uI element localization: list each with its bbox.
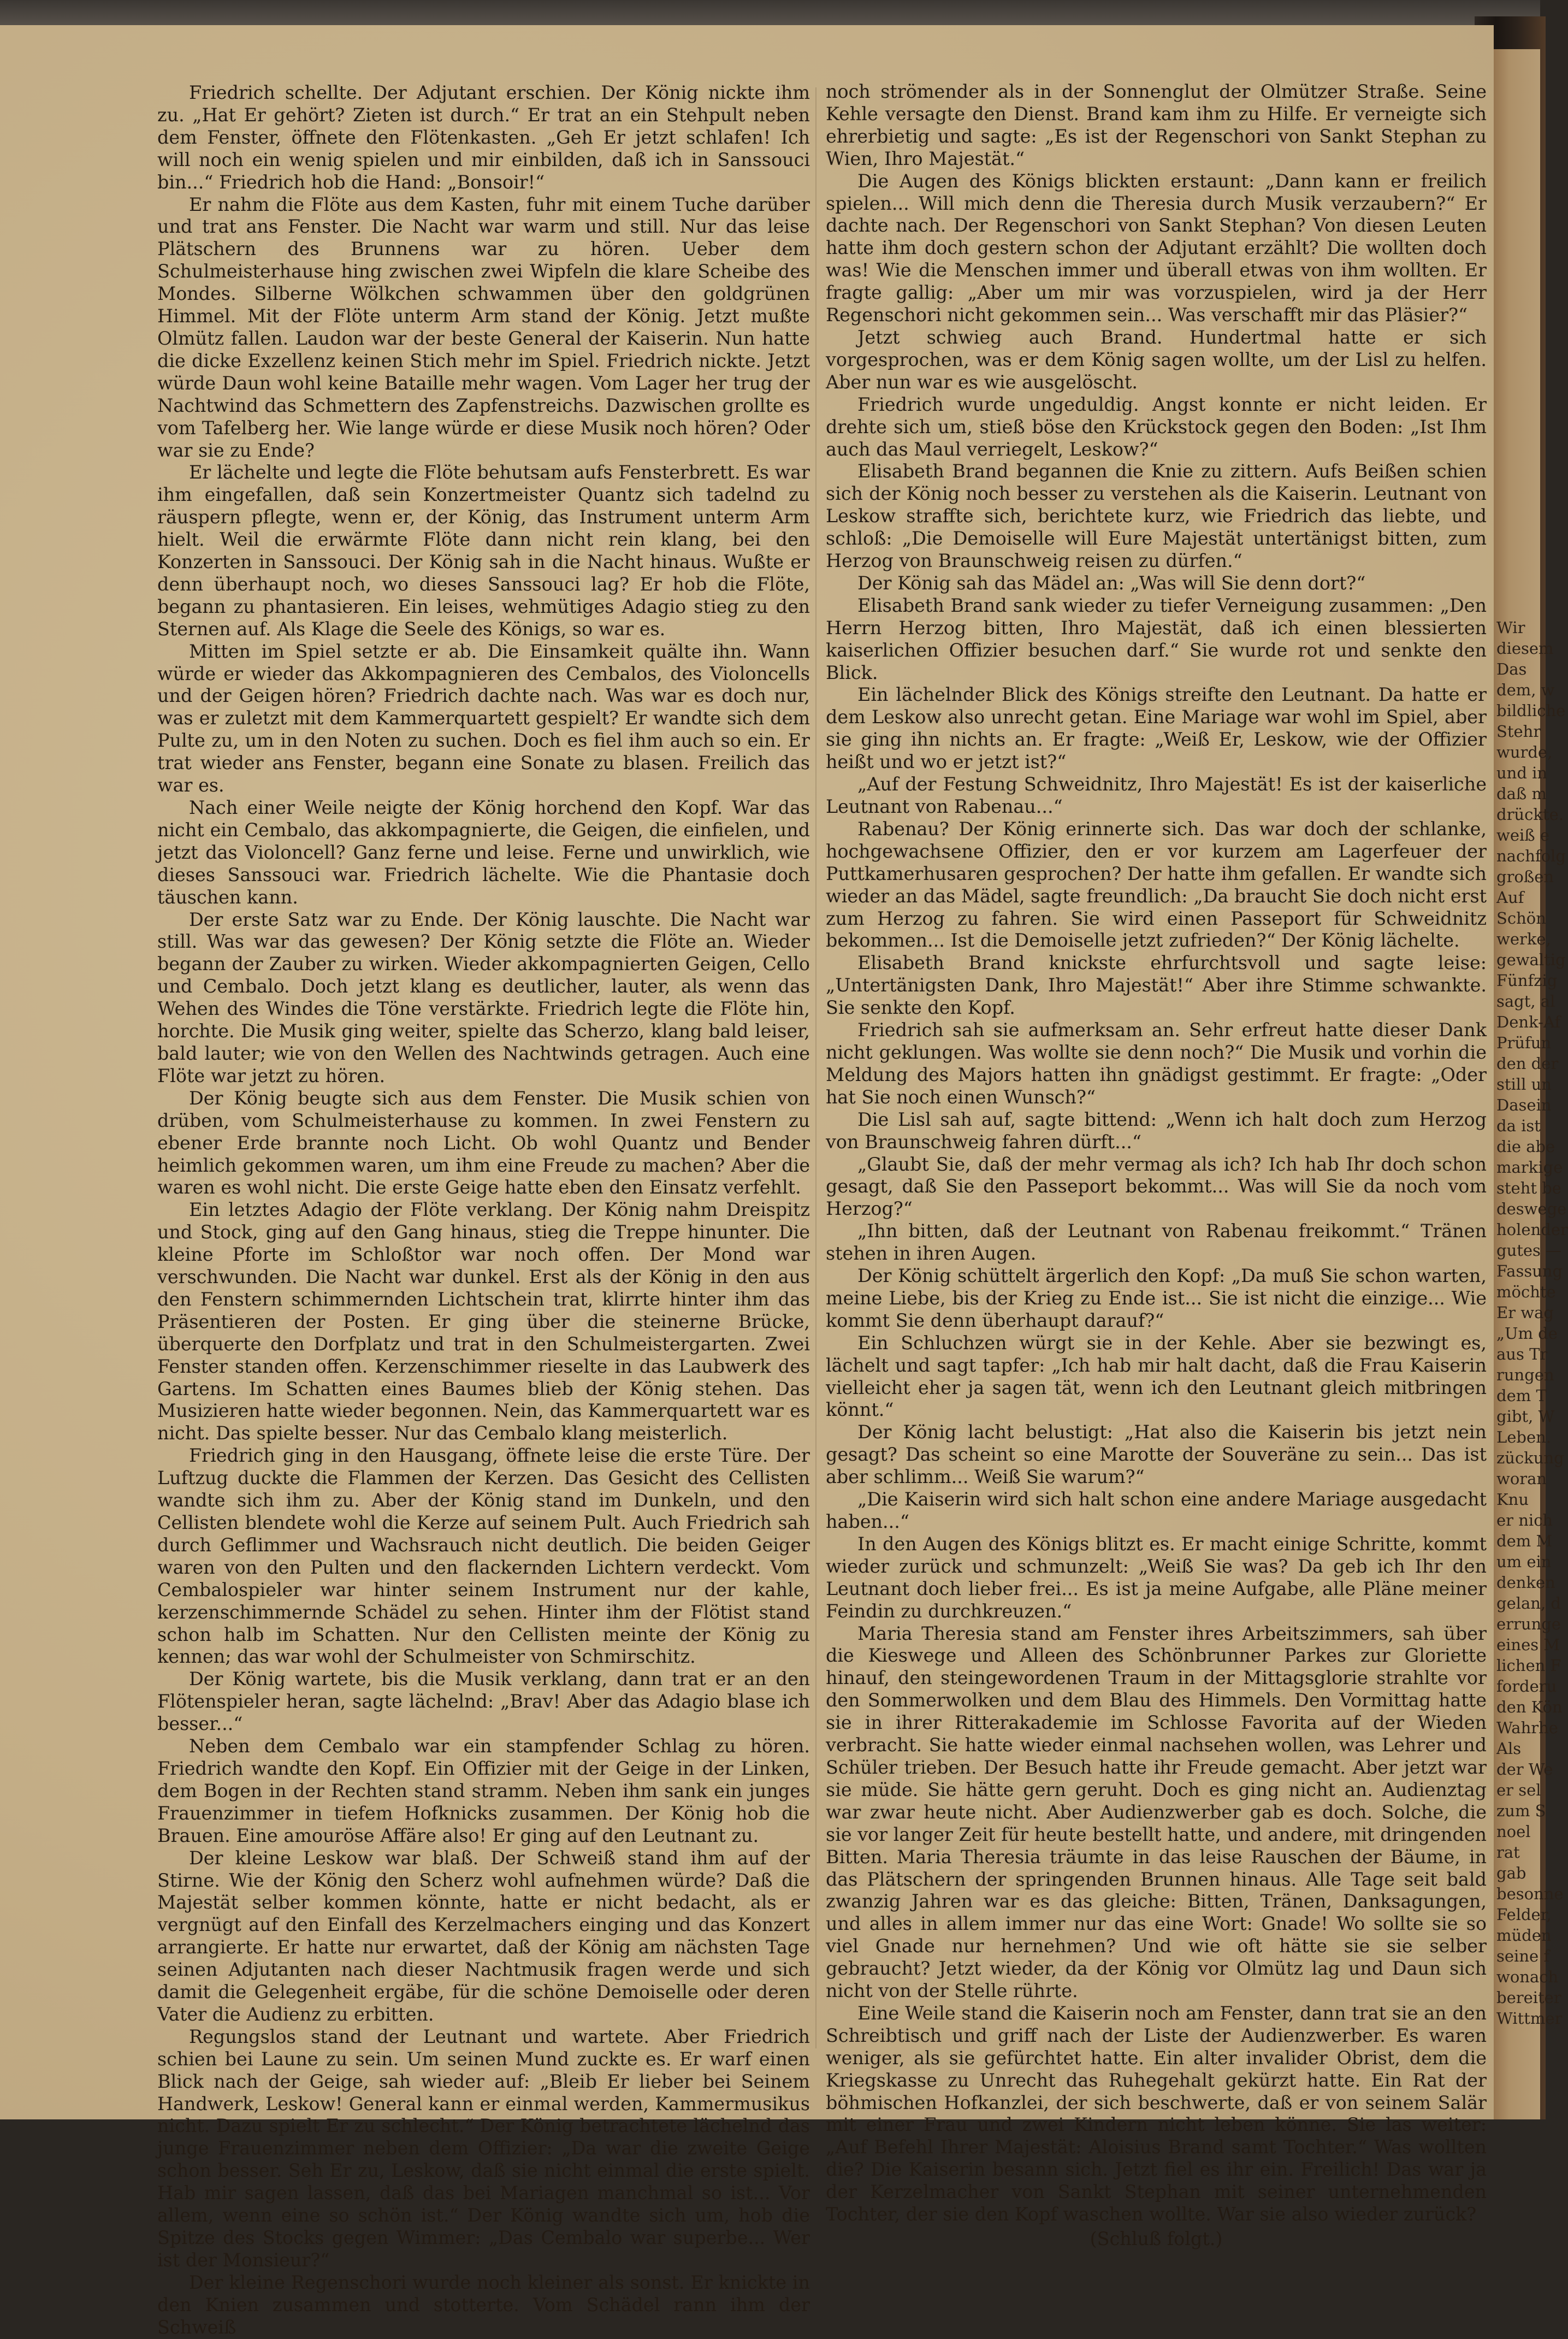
paragraph: Der kleine Regenschori wurde noch kleiner als sonst. Er knickte in den Knien zusammen und stotterte. Vom Schädel rann ihm der Schweiß <box>157 2271 810 2338</box>
next-page-fragment: gelan, d <box>1496 1594 1561 1613</box>
next-page-fragment: „Um de <box>1496 1324 1558 1343</box>
next-page-fragment: werke, <box>1496 930 1551 948</box>
next-page-fragment: gibt, W <box>1496 1407 1555 1426</box>
next-page-fragment: diesem <box>1496 639 1554 658</box>
next-page-fragment: forderu <box>1496 1677 1557 1696</box>
next-page-fragment: noel <box>1496 1822 1531 1841</box>
next-page-fragment: müden <box>1496 1926 1552 1945</box>
next-page-fragment: Als <box>1496 1739 1522 1758</box>
column-divider <box>815 87 816 2048</box>
paragraph: Regungslos stand der Leutnant und wartete. Aber Friedrich schien bei Laune zu sein. Um seinen Mund zuckte es. Er warf einen Blick nach der Geige, sah wieder auf: „Bleib Er lieber bei Seinem Handwerk, Leskow! General kann er einmal werden, Kammermusikus nicht. Dazu spielt Er zu schlecht.“ Der König betrachtete lächelnd das junge Frauenzimmer neben dem Offizier: „Da war die zweite Geige schon besser. Seh Er zu, Leskow, daß sie nicht einmal die erste spielt. Hab mir sagen lassen, daß das bei Mariagen manchmal so ist... Vor allem, wenn eine so schön ist.“ Der König wandte sich um, hob die Spitze des Stocks gegen Wimmer: „Das Cembalo war superbe... Wer ist der Monsieur?“ <box>157 2025 810 2271</box>
paragraph: Ein lächelnder Blick des Königs streifte den Leutnant. Da hatte er dem Leskow also unrecht getan. Eine Mariage war wohl im Spiel, aber sie ging ihn nichts an. Er fragte: „Weiß Er, Leskow, wie der Offizier heißt und wo er jetzt ist?“ <box>826 684 1487 773</box>
paragraph: Der König wartete, bis die Musik verklang, dann trat er an den Flötenspieler heran, sagte lächelnd: „Brav! Aber das Adagio blase ich besser...“ <box>157 1668 810 1735</box>
paragraph: Die Lisl sah auf, sagte bittend: „Wenn ich halt doch zum Herzog von Braunschweig fahren dürft...“ <box>826 1108 1487 1153</box>
next-page-fragment: gab <box>1496 1864 1526 1882</box>
next-page-edge <box>1489 49 1568 2119</box>
next-page-fragment: steht be <box>1496 1179 1561 1197</box>
article-column-left <box>157 82 810 2338</box>
paragraph: Der König schüttelt ärgerlich den Kopf: „Da muß Sie schon warten, meine Liebe, bis der Krieg zu Ende ist... Sie ist nicht die einzige... Wie kommt Sie denn überhaupt darauf?“ <box>826 1265 1487 1331</box>
next-page-fragment: bildliche <box>1496 701 1566 720</box>
paragraph: In den Augen des Königs blitzt es. Er macht einige Schritte, kommt wieder zurück und schmunzelt: „Weiß Sie was? Da geb ich Ihr den Leutnant doch lieber frei... Es ist ja meine Aufgabe, alle Pläne meiner Feindin zu durchkreuzen.“ <box>826 1533 1487 1622</box>
paragraph: Maria Theresia stand am Fenster ihres Arbeitszimmers, sah über die Kieswege und Alleen des Schönbrunner Parkes zur Gloriette hinauf, den steingewordenen Traum in der Mittagsglorie strahlte vor den Sommerwolken und dem Blau des Himmels. Den Vormittag hatte sie in ihrer Ritterakademie im Schlosse Favorita auf der Wieden verbracht. Sie hatte wieder einmal nachsehen wollen, was Lehrer und Schüler trieben. Der Besuch hatte ihr Freude gemacht. Aber jetzt war sie müde. Sie hätte gern geruht. Doch es ging nicht an. Audienztag war zwar heute nicht. Aber Audienzwerber gab es doch. Solche, die sie vor langer Zeit für heute bestellt hatte, und andere, mit dringenden Bitten. Maria Theresia träumte in das leise Rauschen der Bäume, in das Plätschern der springenden Brunnen hinaus. Alle Tage seit bald zwanzig Jahren war es das gleiche: Bitten, Tränen, Danksagungen, und alles in allem immer nur das eine Wort: Gnade! Wo sollte sie so viel Gnade nur hernehmen? Und wie oft hätte sie sie selber gebraucht? Jetzt wieder, da der König vor Olmütz lag und Daun sich nicht von der Stelle rührte. <box>826 1622 1487 2002</box>
paragraph: Elisabeth Brand begannen die Knie zu zittern. Aufs Beißen schien sich der König noch besser zu verstehen als die Kaiserin. Leutnant von Leskow straffte sich, berichtete kurz, wie Friedrich das liebte, und schloß: „Die Demoiselle will Eure Majestät untertänigst bitten, zum Herzog von Braunschweig reisen zu dürfen.“ <box>826 460 1487 572</box>
next-page-fragment: Fassung <box>1496 1262 1563 1280</box>
next-page-fragment: nachfolg <box>1496 847 1566 865</box>
paragraph: Rabenau? Der König erinnerte sich. Das war doch der schlanke, hochgewachsene Offizier, den er vor kurzem am Lagerfeuer der Puttkamerhusaren gesprochen? Der hatte ihm gefallen. Er wandte sich wieder an das Mädel, sagte freundlich: „Da braucht Sie doch nicht erst zum Herzog zu fahren. Sie wird einen Passeport für Schweidnitz bekommen... Ist die Demoiselle jetzt zufrieden?“ Der König lächelte. <box>826 818 1487 952</box>
continuation-note: (Schluß folgt.) <box>1090 2228 1223 2249</box>
next-page-text <box>1496 617 1568 2029</box>
scan-edge-top <box>0 0 1540 26</box>
next-page-fragment: Er wag <box>1496 1303 1554 1322</box>
next-page-fragment: besonne <box>1496 1885 1564 1903</box>
next-page-fragment: Dasein <box>1496 1096 1552 1114</box>
next-page-fragment: gutes — <box>1496 1241 1562 1260</box>
next-page-fragment: möchte <box>1496 1283 1556 1301</box>
paragraph: Ein Schluchzen würgt sie in der Kehle. Aber sie bezwingt es, lächelt und sagt tapfer: „Ich hab mir halt dacht, daß die Frau Kaiserin vielleicht eher ja sagen tät, wenn ich den Leutnant gleich mitbringen könnt.“ <box>826 1332 1487 1421</box>
next-page-fragment: da ist <box>1496 1117 1541 1135</box>
paragraph: Die Augen des Königs blickten erstaunt: „Dann kann er freilich spielen... Will mich denn die Theresia durch Musik verzaubern?“ Er dachte nach. Der Regenschori von Sankt Stephan? Von diesen Leuten hatte ihm doch gestern schon der Adjutant erzählt? Die wollten doch was! Wie die Menschen immer und überall etwas von ihm wollten. Er fragte gallig: „Aber um mir was vorzuspielen, wird ja der Herr Regenschori nicht gekommen sein... Was verschafft mir das Pläsier?“ <box>826 170 1487 326</box>
paragraph: „Auf der Festung Schweidnitz, Ihro Majestät! Es ist der kaiserliche Leutnant von Rabenau...“ <box>826 773 1487 817</box>
next-page-fragment: dem T <box>1496 1386 1547 1405</box>
paragraph: Jetzt schwieg auch Brand. Hundertmal hatte er sich vorgesprochen, was er dem König sagen wollte, um der Lisl zu helfen. Aber nun war es wie ausgelöscht. <box>826 326 1487 393</box>
next-page-fragment: deswege <box>1496 1200 1567 1218</box>
next-page-fragment: rat <box>1496 1843 1520 1862</box>
next-page-fragment: Stehr <box>1496 722 1541 741</box>
next-page-fragment: um ein <box>1496 1552 1552 1571</box>
next-page-fragment: rungen <box>1496 1366 1554 1384</box>
next-page-fragment: zum S <box>1496 1801 1546 1820</box>
next-page-fragment: er nich <box>1496 1511 1553 1529</box>
paragraph: Neben dem Cembalo war ein stampfender Schlag zu hören. Friedrich wandte den Kopf. Ein Offizier mit der Geige in der Linken, dem Bogen in der Rechten stand stramm. Neben ihm sank ein junges Frauenzimmer in tiefem Hofknicks zusammen. Der König hob die Brauen. Eine amouröse Affäre also! Er ging auf den Leutnant zu. <box>157 1735 810 1846</box>
next-page-fragment: eines M <box>1496 1635 1560 1654</box>
next-page-fragment: wonach <box>1496 1968 1559 1986</box>
next-page-fragment: weiß e <box>1496 826 1550 844</box>
next-page-fragment: großen <box>1496 867 1554 886</box>
paragraph: Friedrich sah sie aufmerksam an. Sehr erfreut hatte dieser Dank nicht geklungen. Was wollte sie denn noch?“ Die Musik und vorhin die Meldung des Majors hatten ihn gnädigst gestimmt. Er fragte: „Oder hat Sie noch einen Wunsch?“ <box>826 1019 1487 1108</box>
paragraph: „Glaubt Sie, daß der mehr vermag als ich? Ich hab Ihr doch schon gesagt, daß Sie den Passeport bekommt... Was will Sie da noch vom Herzog?“ <box>826 1153 1487 1220</box>
next-page-fragment: dem M <box>1496 1532 1553 1550</box>
next-page-fragment: Wittmer <box>1496 2009 1563 2028</box>
next-page-fragment: bereiter <box>1496 1988 1561 2007</box>
paragraph: Eine Weile stand die Kaiserin noch am Fenster, dann trat sie an den Schreibtisch und griff nach der Liste der Audienzwerber. Es waren weniger, als sie gefürchtet hatte. Ein alter invalider Obrist, dem die Kriegskasse zu Unrecht das Ruhegehalt gekürzt hatte. Ein Rat der böhmischen Hofkanzlei, der sich beschwerte, daß er von seinem Salär mit einer Frau und zwei Kindern nicht leben könne. Sie las weiter: „Auf Befehl Ihrer Majestät: Aloisius Brand samt Tochter.“ Was wollten die? Die Kaiserin besann sich. Jetzt fiel es ihr ein. Freilich! Das war ja der Kerzelmacher von Sankt Stephan mit seiner unternehmenden Tochter, der sie den Kopf waschen wollte. War sie also wieder zurück? <box>826 2002 1487 2225</box>
next-page-fragment: Knu <box>1496 1490 1529 1509</box>
next-page-fragment: Schön <box>1496 909 1546 928</box>
paragraph: „Ihn bitten, daß der Leutnant von Rabenau freikommt.“ Tränen stehen in ihren Augen. <box>826 1220 1487 1265</box>
paragraph: Er nahm die Flöte aus dem Kasten, fuhr mit einem Tuche darüber und trat ans Fenster. Die Nacht war warm und still. Nur das leise Plätschern des Brunnens war zu hören. Ueber dem Schulmeisterhause hing zwischen zwei Wipfeln die klare Scheibe des Mondes. Silberne Wölkchen schwammen über den goldgrünen Himmel. Mit der Flöte unterm Arm stand der König. Jetzt mußte Olmütz fallen. Laudon war der beste General der Kaiserin. Nun hatte die dicke Exzellenz keinen Stich mehr im Spiel. Friedrich nickte. Jetzt würde Daun wohl keine Bataille mehr wagen. Vom Lager her trug der Nachtwind das Schmettern des Zapfenstreichs. Dazwischen grollte es vom Tafelberg her. Wie lange würde er diese Musik noch hören? Oder war sie zu Ende? <box>157 193 810 461</box>
next-page-fragment: gewaltig <box>1496 950 1566 969</box>
next-page-fragment: Leben. <box>1496 1428 1552 1446</box>
next-page-fragment: errunge <box>1496 1615 1561 1633</box>
next-page-fragment: sagt, al <box>1496 992 1555 1011</box>
next-page-fragment: woran <box>1496 1469 1547 1488</box>
next-page-fragment: den der <box>1496 1054 1559 1073</box>
next-page-fragment: zückung <box>1496 1449 1564 1467</box>
next-page-fragment: der We <box>1496 1760 1553 1779</box>
paragraph: Friedrich schellte. Der Adjutant erschien. Der König nickte ihm zu. „Hat Er gehört? Zieten ist durch.“ Er trat an ein Stehpult neben dem Fenster, öffnete den Flötenkasten. „Geh Er jetzt schlafen! Ich will noch ein wenig spielen und mir einbilden, daß ich in Sanssouci bin...“ Friedrich hob die Hand: „Bonsoir!“ <box>157 82 810 193</box>
paragraph: Der König sah das Mädel an: „Was will Sie denn dort?“ <box>857 572 1366 594</box>
next-page-fragment: seine f <box>1496 1947 1550 1965</box>
paragraph: Der kleine Leskow war blaß. Der Schweiß stand ihm auf der Stirne. Wie der König den Scherz wohl aufnehmen würde? Daß die Majestät selber kommen könnte, hatte er nicht bedacht, als er vergnügt auf den Einfall des Kerzelmachers einging und das Konzert arrangierte. Er hatte nur erwartet, daß der König am nächsten Tage seinen Adjutanten nach dieser Nachtmusik fragen werde und sich damit die Gelegenheit ergäbe, für die schöne Demoiselle oder deren Vater die Audienz zu erbitten. <box>157 1847 810 2025</box>
next-page-fragment: Wahrhe <box>1496 1718 1558 1737</box>
next-page-fragment: drückte. <box>1496 805 1564 824</box>
next-page-fragment: Wir <box>1496 618 1525 637</box>
next-page-fragment: er sel <box>1496 1781 1541 1799</box>
next-page-fragment: Fünfzig <box>1496 971 1558 990</box>
next-page-fragment: Das <box>1496 660 1527 678</box>
next-page-fragment: aus Tr <box>1496 1345 1548 1363</box>
paragraph: „Die Kaiserin wird sich halt schon eine andere Mariage ausgedacht haben...“ <box>826 1489 1487 1532</box>
paragraph: Elisabeth Brand sank wieder zu tiefer Verneigung zusammen: „Den Herrn Herzog bitten, Ihro Majestät, daß ich einen blessierten kaiserlichen Offizier besuchen darf.“ Sie wurde rot und senkte den Blick. <box>826 594 1487 683</box>
next-page-fragment: holender <box>1496 1220 1568 1239</box>
paragraph: Der erste Satz war zu Ende. Der König lauschte. Die Nacht war still. Was war das gewesen? Der König setzte die Flöte an. Wieder begann der Zauber zu wirken. Wieder akkompagnierten Geigen, Cello und Cembalo. Doch jetzt klang es deutlicher, lauter, als wenn das Wehen des Windes die Töne verstärkte. Friedrich legte die Flöte hin, horchte. Die Musik ging weiter, spielte das Scherzo, klang bald leiser, bald lauter; wie von den Wellen des Nachtwinds getragen. Auch eine Flöte war jetzt zu hören. <box>157 908 810 1086</box>
next-page-fragment: daß m <box>1496 784 1547 803</box>
paragraph: Nach einer Weile neigte der König horchend den Kopf. War das nicht ein Cembalo, das akkompagnierte, die Geigen, die einfielen, und jetzt das Violoncell? Ganz ferne und leise. Ferne und unwirklich, wie dieses Sanssouci war. Friedrich lächelte. Wie die Phantasie doch täuschen kann. <box>157 797 810 908</box>
next-page-fragment: wurde, <box>1496 743 1553 761</box>
next-page-fragment: Denk-Af <box>1496 1013 1561 1031</box>
next-page-fragment: Felder, <box>1496 1905 1552 1924</box>
paragraph: Ein letztes Adagio der Flöte verklang. Der König nahm Dreispitz und Stock, ging auf den Gang hinaus, stieg die Treppe hinunter. Die kleine Pforte im Schloßtor war noch offen. Der Mond war verschwunden. Die Nacht war dunkel. Erst als der König in den aus den Fenstern schimmernden Lichtschein trat, klirrte hinter ihm das Präsentieren der Posten. Er ging über die steinerne Brücke, überquerte den Dorfplatz und trat in den Schulmeistergarten. Zwei Fenster standen offen. Kerzenschimmer rieselte in das Laubwerk des Gartens. Im Schatten eines Baumes blieb der König stehen. Das Musizieren hatte wieder begonnen. Nein, das Kammerquartett war es nicht. Das spielte besser. Nur das Cembalo klang meisterlich. <box>157 1199 810 1444</box>
paragraph: Er lächelte und legte die Flöte behutsam aufs Fensterbrett. Es war ihm eingefallen, daß sein Konzertmeister Quantz sich tadelnd zu räuspern pflegte, wenn er, der König, das Instrument unterm Arm hielt. Weil die erwärmte Flöte dann nicht rein klang, bei den Konzerten in Sanssouci. Der König sah in die Nacht hinaus. Wußte er denn überhaupt noch, wo dieses Sanssouci lag? Er hob die Flöte, begann zu phantasieren. Ein leises, wehmütiges Adagio stieg zu den Sternen auf. Als Klage die Seele des Königs, so war es. <box>157 462 810 640</box>
next-page-fragment: markige <box>1496 1158 1563 1177</box>
paragraph: Elisabeth Brand knickste ehrfurchtsvoll und sagte leise: „Untertänigsten Dank, Ihro Majestät!“ Aber ihre Stimme schwankte. Sie senkte den Kopf. <box>826 952 1487 1019</box>
paragraph: Der König beugte sich aus dem Fenster. Die Musik schien von drüben, vom Schulmeisterhause zu kommen. In zwei Fenstern zu ebener Erde brannte noch Licht. Ob wohl Quantz und Bender heimlich gekommen waren, um ihm eine Freude zu machen? Aber die waren es wohl nicht. Die erste Geige hatte eben den Einsatz verfehlt. <box>157 1087 810 1198</box>
paragraph: Friedrich ging in den Hausgang, öffnete leise die erste Türe. Der Luftzug duckte die Flammen der Kerzen. Das Gesicht des Cellisten wandte sich ihm zu. Aber der König stand im Dunkeln, und den Cellisten blendete wohl die Kerze auf seinem Pult. Auch Friedrich sah durch Geflimmer und Wachsrauch nicht deutlich. Die beiden Geiger waren von den Pulten und den flackernden Lichtern verdeckt. Vom Cembalospieler war hinter seinem Instrument nur der kahle, kerzenschimmernde Schädel zu sehen. Hinter ihm der Flötist stand schon halb im Schatten. Nur den Cellisten meinte der König zu kennen; das war wohl der Schulmeister von Schmirschitz. <box>157 1445 810 1668</box>
next-page-fragment: die abe <box>1496 1137 1555 1156</box>
paragraph: noch strömender als in der Sonnenglut der Olmützer Straße. Seine Kehle versagte den Dienst. Brand kam ihm zu Hilfe. Er verneigte sich ehrerbietig und sagte: „Es ist der Regenschori von Sankt Stephan zu Wien, Ihro Majestät.“ <box>826 81 1487 169</box>
next-page-fragment: den Kön <box>1496 1698 1563 1716</box>
paragraph: Mitten im Spiel setzte er ab. Die Einsamkeit quälte ihn. Wann würde er wieder das Akkompagnieren des Cembalos, des Violoncells und der Geigen hören? Friedrich dachte nach. Was war es doch nur, was er zuletzt mit dem Kammerquartett gespielt? Er wandte sich dem Pulte zu, um in den Noten zu suchen. Doch es fiel ihm auch so ein. Er trat wieder ans Fenster, begann eine Sonate zu blasen. Freilich das war es. <box>157 640 810 796</box>
article-column-right <box>826 81 1487 2249</box>
next-page-fragment: Auf <box>1496 888 1524 907</box>
paragraph: Der König lacht belustigt: „Hat also die Kaiserin bis jetzt nein gesagt? Das scheint so eine Marotte der Souveräne zu sein... Das ist aber schlimm... Weiß Sie warum?“ <box>826 1421 1487 1488</box>
paragraph: Friedrich wurde ungeduldig. Angst konnte er nicht leiden. Er drehte sich um, stieß böse den Krückstock gegen den Boden: „Ist Ihm auch das Maul verriegelt, Leskow?“ <box>826 393 1487 460</box>
next-page-fragment: Prüfun <box>1496 1033 1552 1052</box>
next-page-fragment: und in <box>1496 764 1548 782</box>
next-page-fragment: dem, w <box>1496 681 1555 699</box>
next-page-fragment: lichen F <box>1496 1656 1561 1675</box>
next-page-fragment: still un <box>1496 1075 1552 1094</box>
next-page-fragment: denken <box>1496 1573 1555 1592</box>
